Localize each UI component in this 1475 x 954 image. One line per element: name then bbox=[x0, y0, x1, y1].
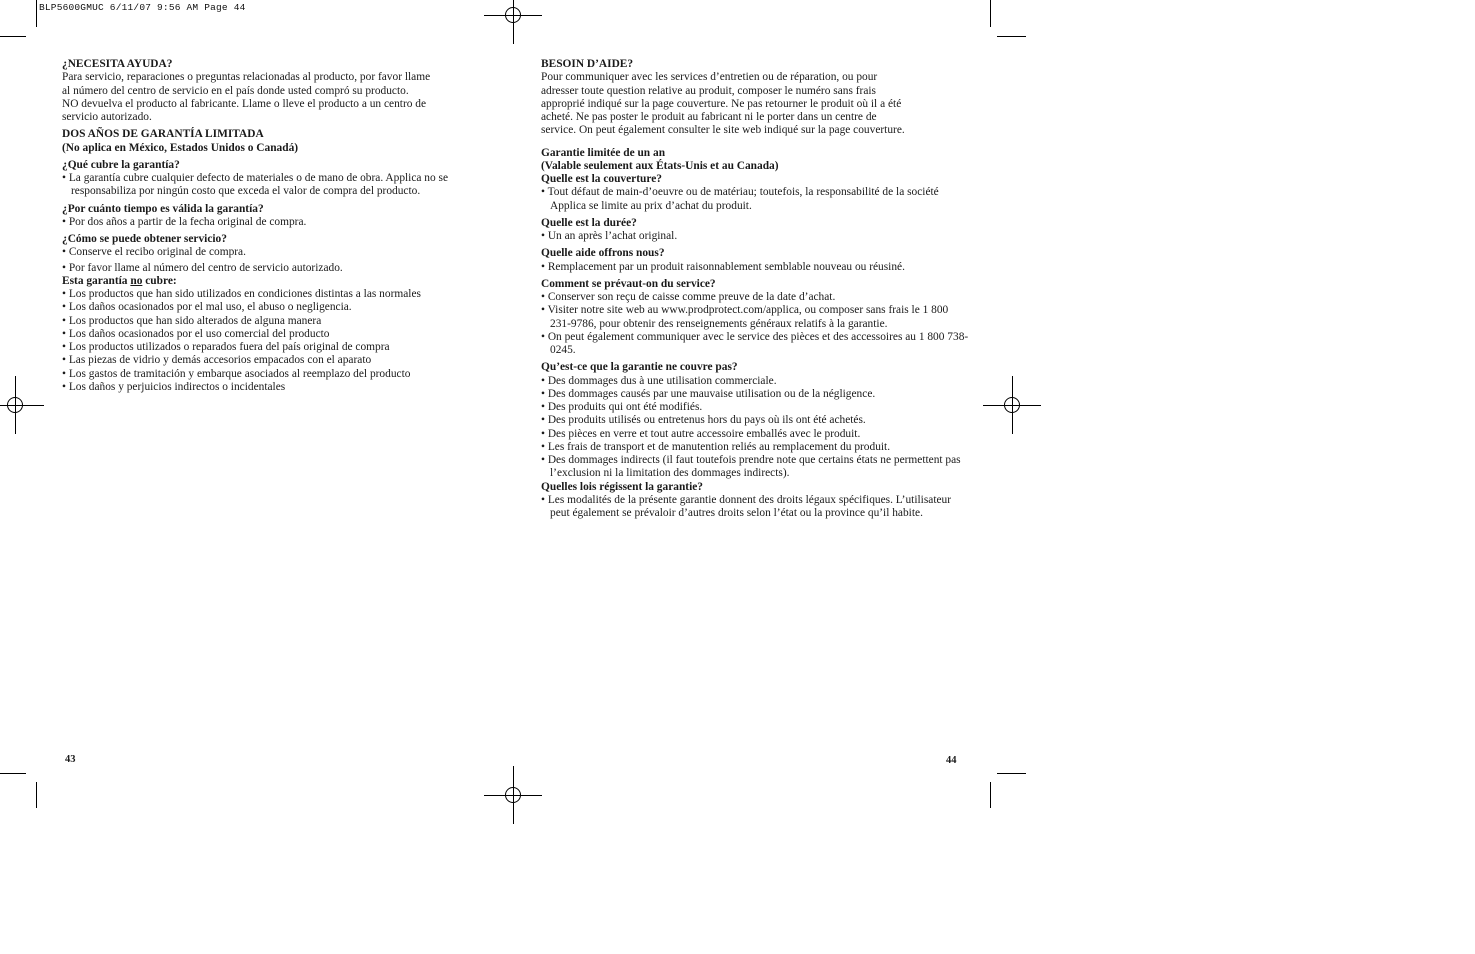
bullet-item: • Los productos utilizados o reparados fuera del país original de compra bbox=[62, 341, 390, 353]
bullet-item: • Des dommages dus à une utilisation commerciale. bbox=[541, 374, 777, 387]
section-heading bbox=[62, 275, 492, 288]
text-line: Pour communiquer avec les services d’entretien ou de réparation, ou pour bbox=[541, 71, 878, 84]
crop-mark bbox=[36, 0, 37, 27]
section-heading: Garantie limitée de un an bbox=[541, 146, 666, 159]
heading-underlined-word: no bbox=[130, 274, 143, 287]
crop-mark bbox=[997, 36, 1026, 37]
bullet-item: • Los daños y perjuicios indirectos o incidentales bbox=[62, 380, 286, 393]
crop-mark bbox=[997, 773, 1026, 774]
section-subheading: (Valable seulement aux États-Unis et au Canada) bbox=[541, 159, 779, 172]
bullet-item: • Des pièces en verre et tout autre accessoire emballés avec le produit. bbox=[541, 427, 861, 440]
bullet-item: • La garantía cubre cualquier defecto de materiales o de mano de obra. Applica no se responsabiliza por ningún costo que exceda el valor de compra del producto. bbox=[62, 172, 449, 198]
section-subheading: (No aplica en México, Estados Unidos o Canadá) bbox=[62, 141, 299, 154]
section-heading: Quelle est la couverture? bbox=[541, 173, 662, 185]
section-heading: ¿Cómo se puede obtener servicio? bbox=[62, 233, 227, 245]
section-heading: Comment se prévaut-on du service? bbox=[541, 277, 716, 290]
bullet-item: • Las piezas de vidrio y demás accesorios empacados con el aparato bbox=[62, 354, 372, 367]
text-line: acheté. Ne pas poster le produit au fabricant ni le porter dans un centre de bbox=[541, 111, 877, 123]
bullet-item: • Des dommages causés par une mauvaise utilisation ou de la négligence. bbox=[541, 387, 876, 400]
bullet-item: • Conserver son reçu de caisse comme preuve de la date d’achat. bbox=[541, 291, 836, 303]
bullet-item: • Les frais de transport et de manutention reliés au remplacement du produit. bbox=[541, 440, 891, 453]
spanish-warranty-column bbox=[62, 58, 492, 394]
bullet-item: • Visiter notre site web au www.prodprotect.com/applica, ou composer sans frais le 1 800 231-9786, pour obtenir des renseignements généraux relatifs à la garantie. bbox=[541, 304, 949, 330]
bullet-item: • Des produits utilisés ou entretenus hors du pays où ils ont été achetés. bbox=[541, 414, 866, 427]
text-line: Para servicio, reparaciones o preguntas relacionadas al producto, por favor llame bbox=[62, 71, 431, 84]
printer-slug: BLP5600GMUC 6/11/07 9:56 AM Page 44 bbox=[39, 2, 246, 13]
registration-mark-left bbox=[0, 376, 44, 434]
bullet-item: • Los daños ocasionados por el mal uso, el abuso o negligencia. bbox=[62, 301, 352, 314]
section-heading: DOS AÑOS DE GARANTÍA LIMITADA bbox=[62, 128, 264, 141]
section-heading: Quelle est la durée? bbox=[541, 216, 637, 229]
registration-mark-top bbox=[484, 0, 542, 44]
bullet-item: • Los gastos de tramitación y embarque asociados al reemplazo del producto bbox=[62, 367, 411, 380]
bullet-item: • Conserve el recibo original de compra. bbox=[62, 246, 246, 259]
text-line: approprié indiqué sur la page couverture. Ne pas retourner le produit où il a été bbox=[541, 97, 902, 110]
heading-part: cubre: bbox=[142, 274, 177, 287]
bullet-item: • Por dos años a partir de la fecha original de compra. bbox=[62, 215, 307, 228]
page-number-right: 44 bbox=[946, 755, 957, 766]
bullet-item: • On peut également communiquer avec le service des pièces et des accessoires au 1 800 738-0245. bbox=[541, 330, 969, 356]
text-line: service. On peut également consulter le site web indiqué sur la page couverture. bbox=[541, 124, 905, 137]
bullet-item: • Les modalités de la présente garantie donnent des droits légaux spécifiques. L’utilisateur peut également se prévaloir d’autres droits selon l’état ou la province qu’il habite. bbox=[541, 493, 952, 519]
crop-mark bbox=[990, 0, 991, 27]
text-line: servicio autorizado. bbox=[62, 111, 152, 123]
bullet-item: • Des dommages indirects (il faut toutefois prendre note que certains états ne permettent pas l’exclusion ni la limitation des dommages indirects). bbox=[541, 454, 961, 480]
text-line: NO devuelva el producto al fabricante. Llame o lleve el producto a un centro de bbox=[62, 97, 427, 110]
text-line: adresser toute question relative au produit, composer le numéro sans frais bbox=[541, 84, 876, 97]
section-heading: Quelles lois régissent la garantie? bbox=[541, 480, 703, 493]
bullet-item: • Los productos que han sido utilizados en condiciones distintas a las normales bbox=[62, 288, 421, 300]
heading-part: Esta garantía bbox=[62, 274, 131, 287]
text-line: al número del centro de servicio en el país donde usted compró su producto. bbox=[62, 84, 409, 97]
section-heading: ¿Por cuánto tiempo es válida la garantía? bbox=[62, 202, 264, 215]
registration-mark-right bbox=[983, 376, 1041, 434]
bullet-item: • Los productos que han sido alterados de alguna manera bbox=[62, 314, 322, 327]
crop-mark bbox=[36, 782, 37, 808]
section-heading: BESOIN D’AIDE? bbox=[541, 58, 634, 70]
section-heading: ¿Qué cubre la garantía? bbox=[62, 158, 180, 171]
bullet-item: • Los daños ocasionados por el uso comercial del producto bbox=[62, 327, 330, 340]
bullet-item: • Tout défaut de main-d’oeuvre ou de matériau; toutefois, la responsabilité de la société Applica se limite au prix d’achat du produit. bbox=[541, 186, 939, 212]
bullet-item: • Des produits qui ont été modifiés. bbox=[541, 401, 703, 413]
section-heading: Quelle aide offrons nous? bbox=[541, 247, 665, 260]
french-warranty-column bbox=[541, 58, 971, 520]
crop-mark bbox=[990, 782, 991, 808]
page-number-left: 43 bbox=[65, 754, 76, 765]
section-heading: Qu’est-ce que la garantie ne couvre pas? bbox=[541, 361, 738, 374]
crop-mark bbox=[0, 36, 26, 37]
bullet-item: • Un an après l’achat original. bbox=[541, 230, 678, 242]
bullet-item: • Remplacement par un produit raisonnablement semblable nouveau ou réusiné. bbox=[541, 260, 905, 273]
section-heading: ¿NECESITA AYUDA? bbox=[62, 58, 173, 70]
crop-mark bbox=[0, 773, 26, 774]
registration-mark-bottom bbox=[484, 766, 542, 824]
bullet-item: • Por favor llame al número del centro de servicio autorizado. bbox=[62, 261, 343, 274]
